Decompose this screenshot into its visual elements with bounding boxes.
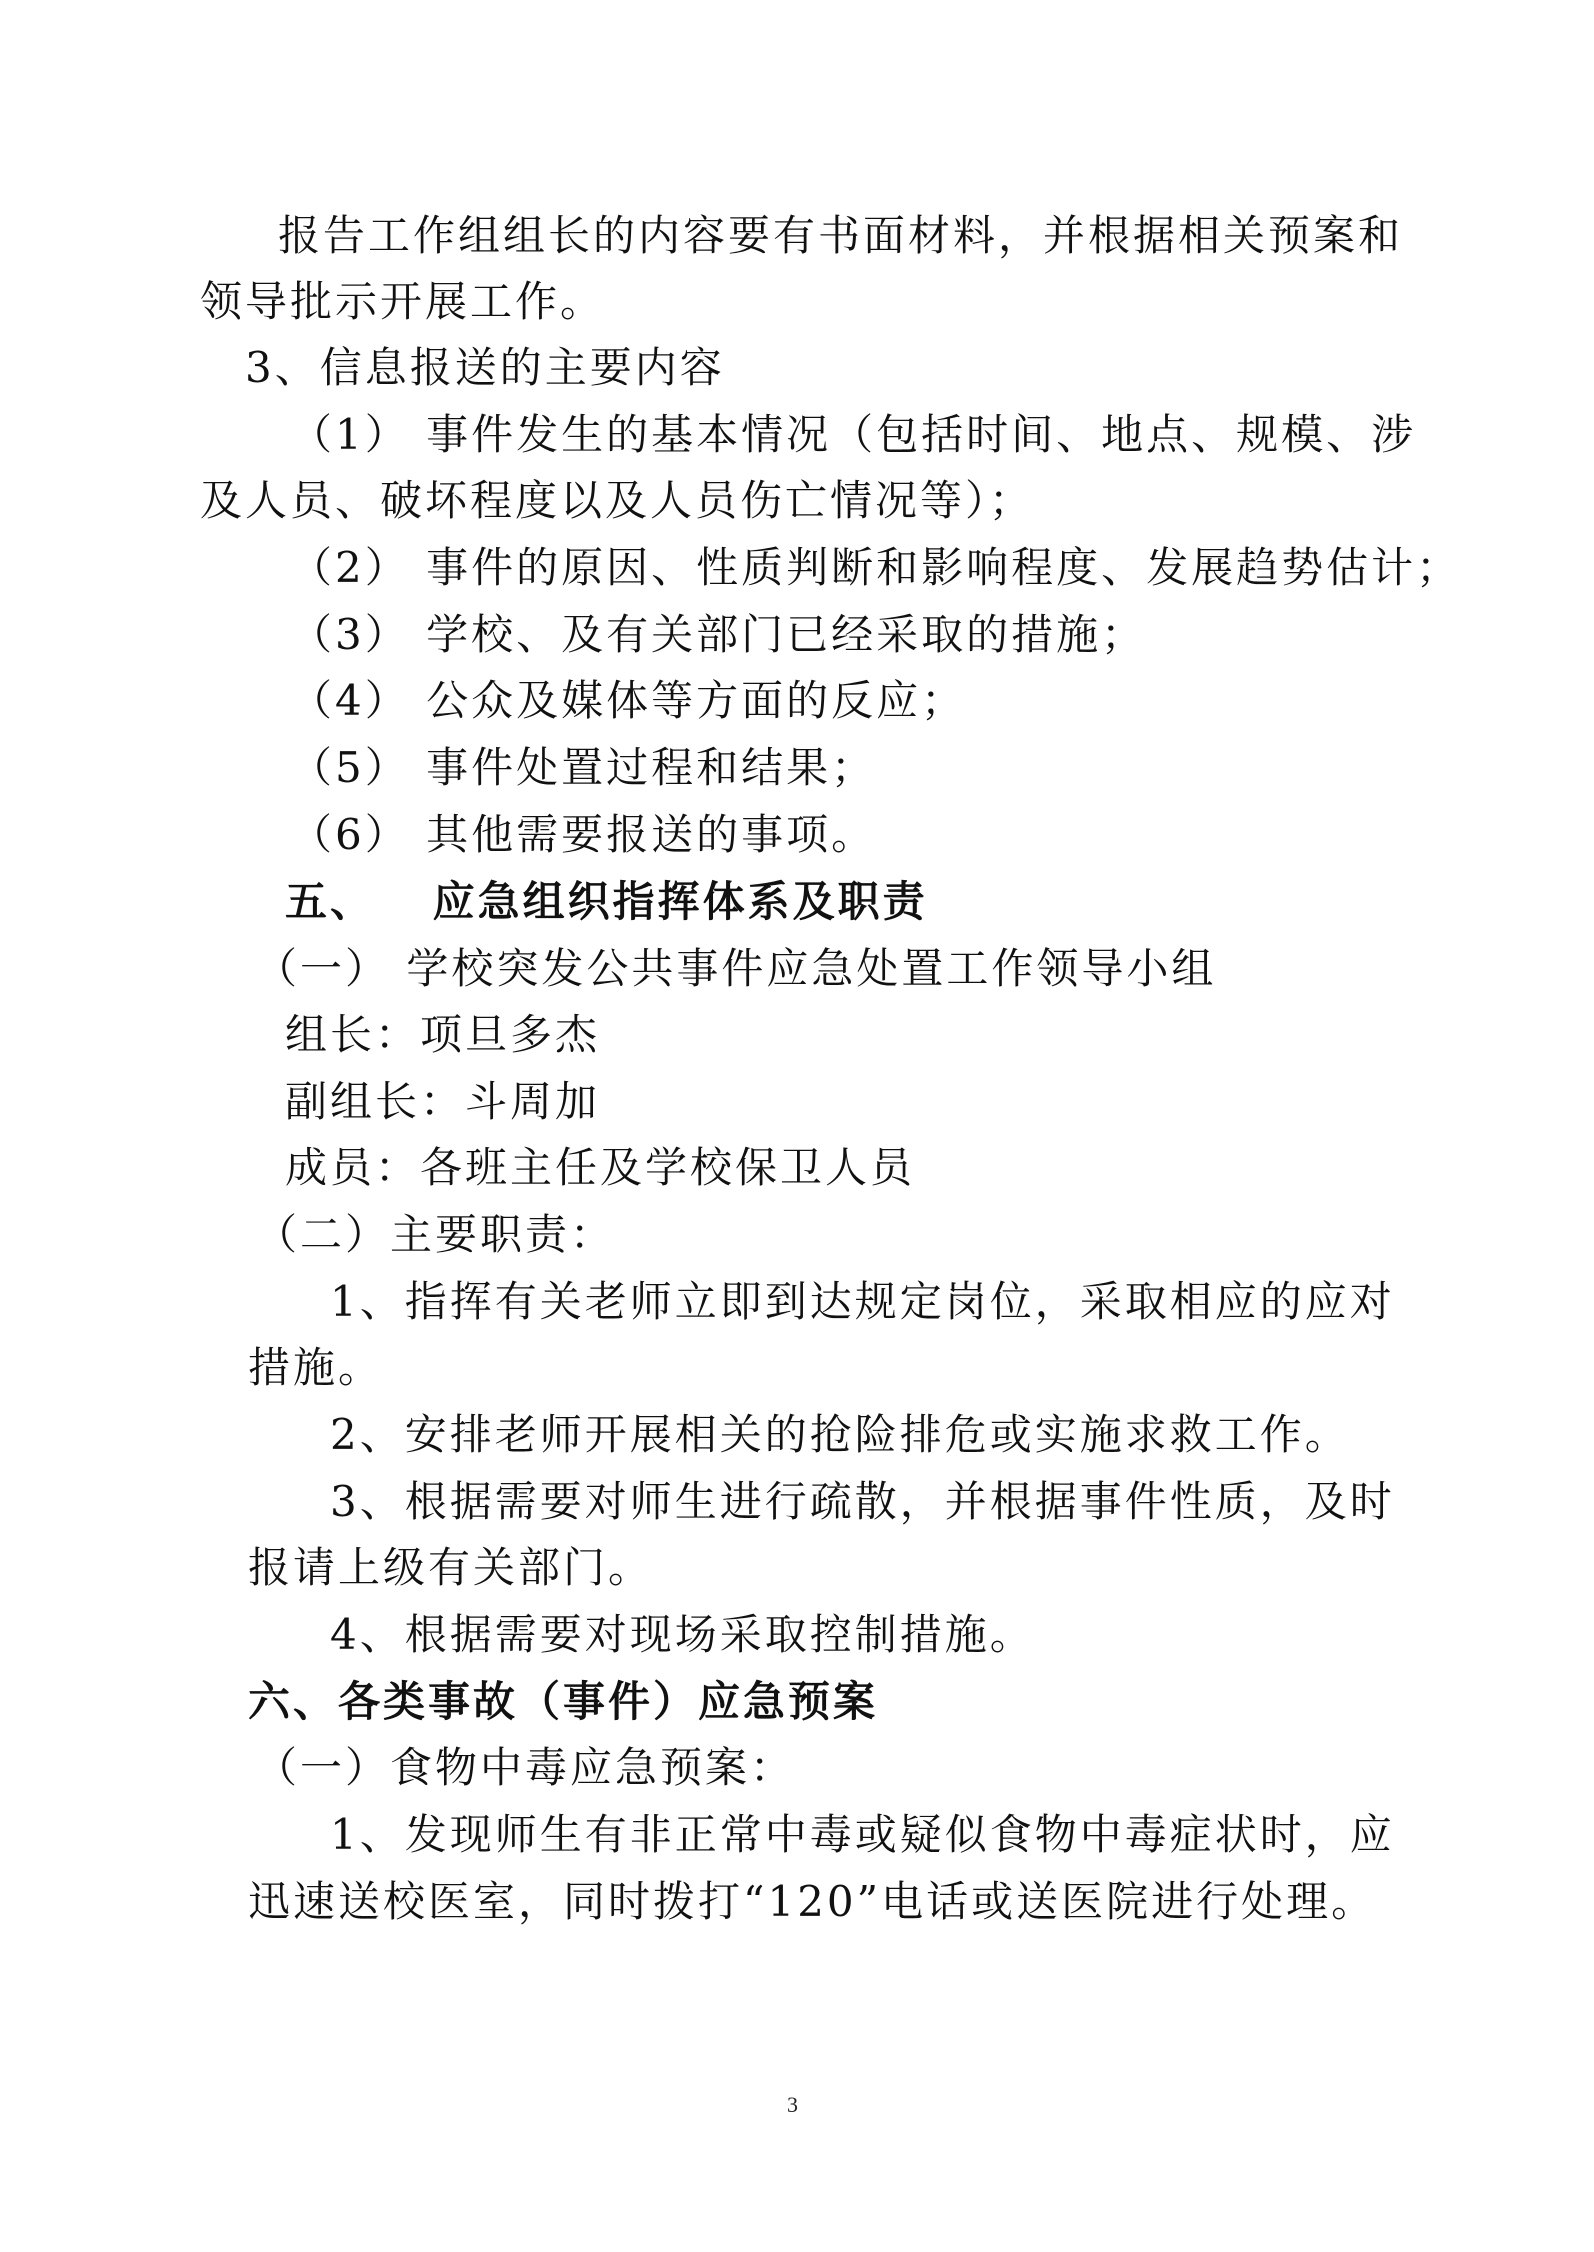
paragraph-line: 成员：各班主任及学校保卫人员 <box>285 1143 916 1192</box>
list-item: （6） 其他需要报送的事项。 <box>290 810 877 859</box>
list-item: （3） 学校、及有关部门已经采取的措施； <box>290 610 1147 659</box>
section-heading: 五、 应急组织指挥体系及职责 <box>285 877 928 926</box>
list-item: （1） 事件发生的基本情况（包括时间、地点、规模、涉 <box>290 410 1417 459</box>
list-item: 2、安排老师开展相关的抢险排危或实施求救工作。 <box>330 1410 1350 1459</box>
paragraph-line: 副组长：斗周加 <box>285 1077 601 1126</box>
list-item-continuation: 及人员、破坏程度以及人员伤亡情况等）； <box>200 476 1035 525</box>
list-item: （4） 公众及媒体等方面的反应； <box>290 676 967 725</box>
paragraph-line: 组长：项旦多杰 <box>285 1010 601 1059</box>
section-heading: 六、各类事故（事件）应急预案 <box>248 1677 879 1726</box>
paragraph-line: 报告工作组组长的内容要有书面材料，并根据相关预案和 <box>278 211 1404 260</box>
page-number: 3 <box>787 2092 798 2117</box>
list-item: 1、指挥有关老师立即到达规定岗位，采取相应的应对 <box>330 1277 1395 1326</box>
list-item-continuation: 措施。 <box>248 1343 384 1392</box>
list-item: 3、根据需要对师生进行疏散，并根据事件性质，及时 <box>330 1477 1395 1526</box>
subsection-heading: （一） 学校突发公共事件应急处置工作领导小组 <box>255 944 1217 993</box>
section-subheading: 3、信息报送的主要内容 <box>245 343 725 392</box>
subsection-heading: （二）主要职责： <box>255 1210 616 1259</box>
list-item: （2） 事件的原因、性质判断和影响程度、发展趋势估计； <box>290 543 1462 592</box>
subsection-heading: （一）食物中毒应急预案： <box>255 1743 796 1792</box>
list-item: （5） 事件处置过程和结果； <box>290 743 877 792</box>
list-item-continuation: 报请上级有关部门。 <box>248 1543 654 1592</box>
list-item-continuation: 迅速送校医室，同时拨打“120”电话或送医院进行处理。 <box>248 1877 1377 1926</box>
list-item: 1、发现师生有非正常中毒或疑似食物中毒症状时，应 <box>330 1810 1395 1859</box>
paragraph-line: 领导批示开展工作。 <box>200 277 606 326</box>
list-item: 4、根据需要对现场采取控制措施。 <box>330 1610 1035 1659</box>
